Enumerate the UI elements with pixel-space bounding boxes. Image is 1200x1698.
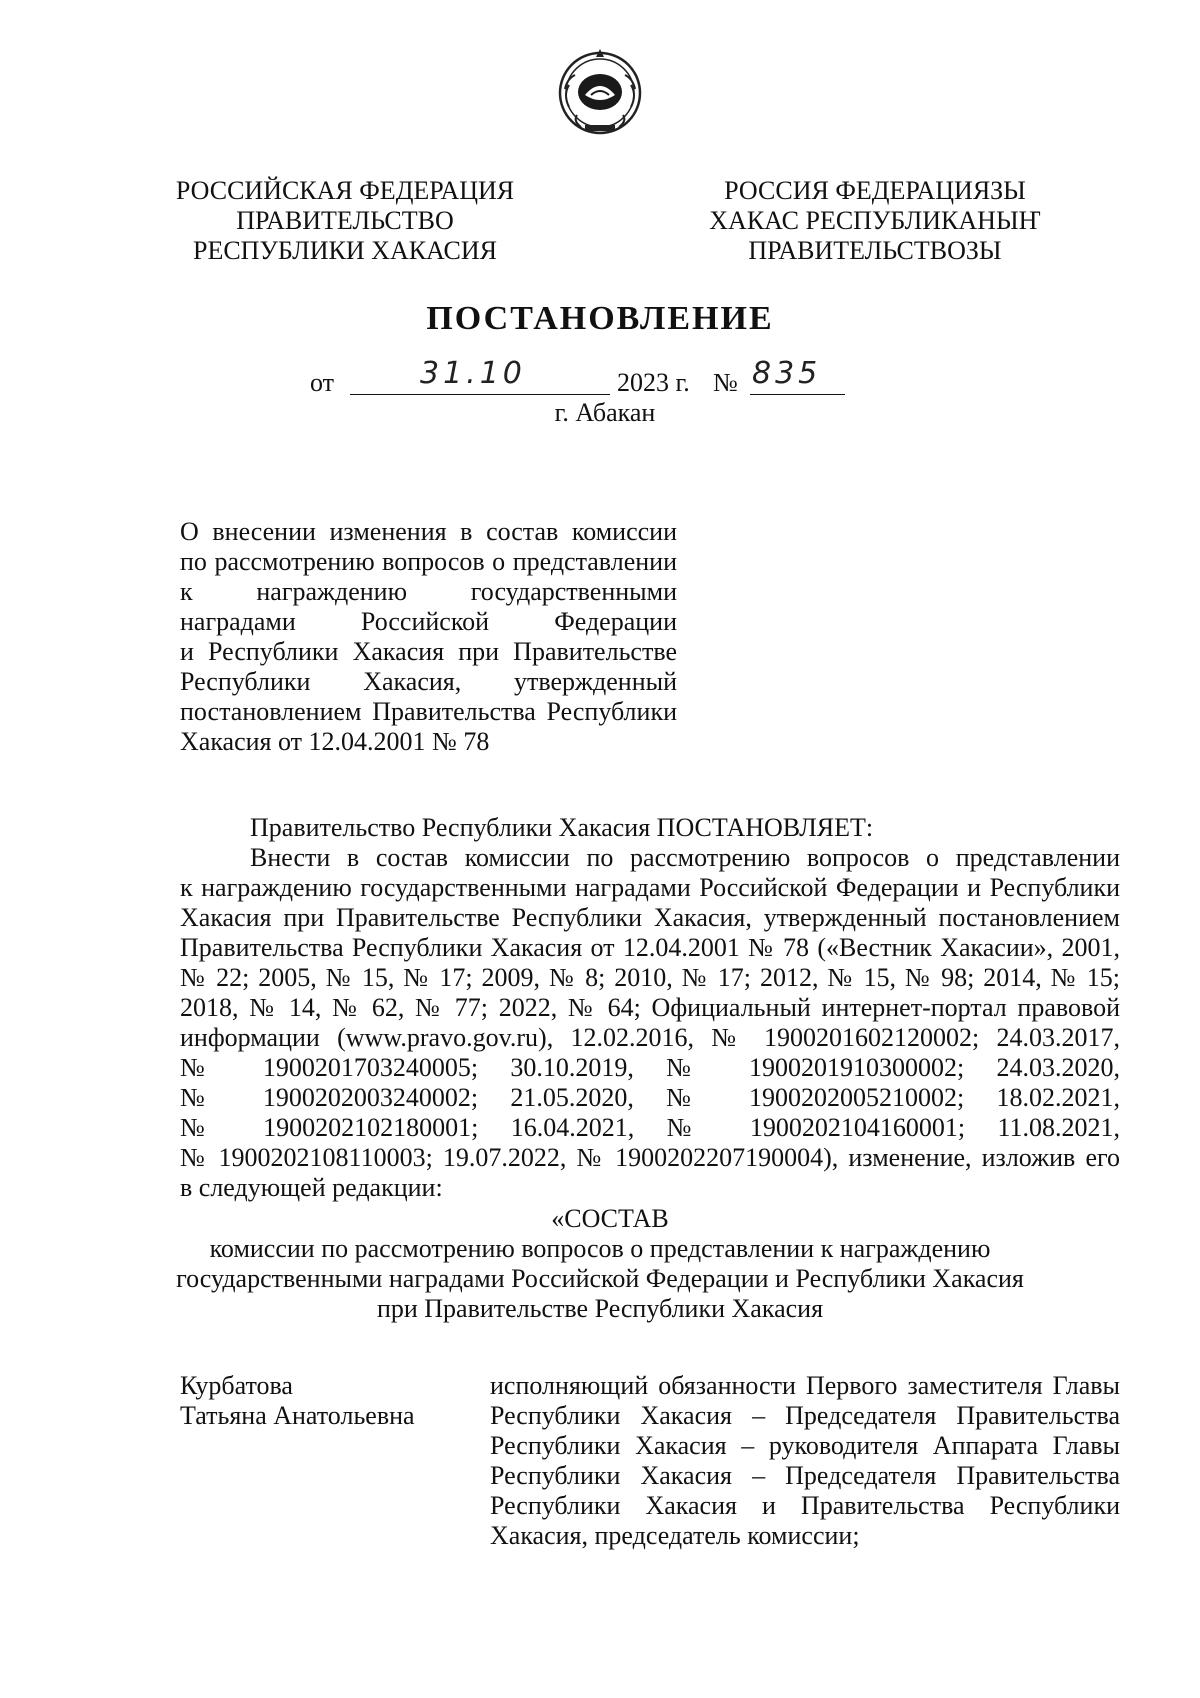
number-underline	[750, 394, 845, 395]
body-line: № 1900202003240002; 21.05.2020, № 1900202005210002; 18.02.2021,	[180, 1083, 1120, 1112]
subject-line: наградами Российской Федерации	[180, 607, 677, 636]
member-given-name: Татьяна Анатольевна	[180, 1401, 415, 1430]
position-line: Республики Хакасия – Председателя Правительства	[490, 1401, 1120, 1430]
body-text	[180, 813, 1120, 1203]
subject-line: Республики Хакасия, утвержденный	[180, 667, 677, 696]
position-line: Республики Хакасия – руководителя Аппарата Главы	[490, 1431, 1120, 1460]
coat-of-arms-emblem	[555, 45, 645, 140]
subject-line: О внесении изменения в состав комиссии	[180, 517, 677, 546]
handwritten-date: 31.10	[420, 356, 526, 391]
header-right-line-3: ПРАВИТЕЛЬСТВОЗЫ	[748, 236, 1002, 265]
header-left-line-2: ПРАВИТЕЛЬСТВО	[236, 206, 454, 235]
subject-line: постановлением Правительства Республики	[180, 697, 677, 726]
header-russian	[165, 176, 525, 266]
header-left-line-3: РЕСПУБЛИКИ ХАКАСИЯ	[192, 236, 497, 265]
header-right-line-1: РОССИЯ ФЕДЕРАЦИЯЗЫ	[724, 176, 1026, 205]
body-line: № 1900202108110003; 19.07.2022, № 1900202207190004), изменение, изложив его	[180, 1143, 1120, 1172]
composition-line: государственными наградами Российской Федерации и Республики Хакасия	[176, 1264, 1024, 1293]
body-line: Правительства Республики Хакасия от 12.04.2001 № 78 («Вестник Хакасии», 2001,	[180, 933, 1120, 962]
date-prefix: от	[310, 368, 335, 397]
city: г. Абакан	[554, 398, 656, 427]
position-line: Республики Хакасия – Председателя Правительства	[490, 1461, 1120, 1490]
position-line: исполняющий обязанности Первого заместителя Главы	[490, 1371, 1120, 1400]
body-line: Внести в состав комиссии по рассмотрению вопросов о представлении	[250, 843, 1120, 872]
year-label: 2023 г.	[617, 368, 690, 397]
position-line: Республики Хакасия и Правительства Республики	[490, 1491, 1120, 1520]
member-surname: Курбатова	[180, 1371, 293, 1400]
subject-block	[180, 517, 677, 757]
composition-title: «СОСТАВ	[551, 1204, 669, 1233]
body-line: информации (www.pravo.gov.ru), 12.02.2016, № 1900201602120002; 24.03.2017,	[180, 1023, 1120, 1052]
header-khakas	[695, 176, 1055, 266]
composition-line: комиссии по рассмотрению вопросов о представлении к награждению	[209, 1234, 991, 1263]
body-line: № 22; 2005, № 15, № 17; 2009, № 8; 2010, № 17; 2012, № 15, № 98; 2014, № 15;	[180, 963, 1120, 992]
body-line: 2018, № 14, № 62, № 77; 2022, № 64; Официальный интернет-портал правовой	[180, 993, 1120, 1022]
composition-line: при Правительстве Республики Хакасия	[376, 1294, 824, 1323]
date-number-line	[310, 356, 910, 397]
subject-line: и Республики Хакасия при Правительстве	[180, 637, 677, 666]
body-line: № 1900201703240005; 30.10.2019, № 1900201910300002; 24.03.2020,	[180, 1053, 1120, 1082]
body-line: в следующей редакции:	[180, 1173, 443, 1202]
handwritten-number: 835	[752, 356, 822, 391]
subject-line: к награждению государственными	[180, 577, 677, 606]
body-line: № 1900202102180001; 16.04.2021, № 1900202104160001; 11.08.2021,	[180, 1113, 1120, 1142]
member-position	[490, 1371, 1120, 1551]
subject-line: по рассмотрению вопросов о представлении	[180, 547, 677, 576]
number-label: №	[713, 368, 738, 397]
composition-heading	[0, 1204, 1200, 1324]
position-line: Хакасия, председатель комиссии;	[490, 1521, 860, 1550]
body-line: к награждению государственными наградами Российской Федерации и Республики	[180, 873, 1120, 902]
decree-line: Правительство Республики Хакасия ПОСТАНОВЛЯЕТ:	[250, 813, 874, 842]
date-underline	[350, 394, 610, 395]
body-line: Хакасия при Правительстве Республики Хакасия, утвержденный постановлением	[180, 903, 1120, 932]
document-title: ПОСТАНОВЛЕНИЕ	[426, 300, 774, 337]
header-right-line-2: ХАКАС РЕСПУБЛИКАНЫҤ	[709, 206, 1041, 235]
member-name	[180, 1371, 450, 1431]
header-left-line-1: РОССИЙСКАЯ ФЕДЕРАЦИЯ	[175, 176, 515, 205]
subject-line: Хакасия от 12.04.2001 № 78	[180, 727, 490, 756]
